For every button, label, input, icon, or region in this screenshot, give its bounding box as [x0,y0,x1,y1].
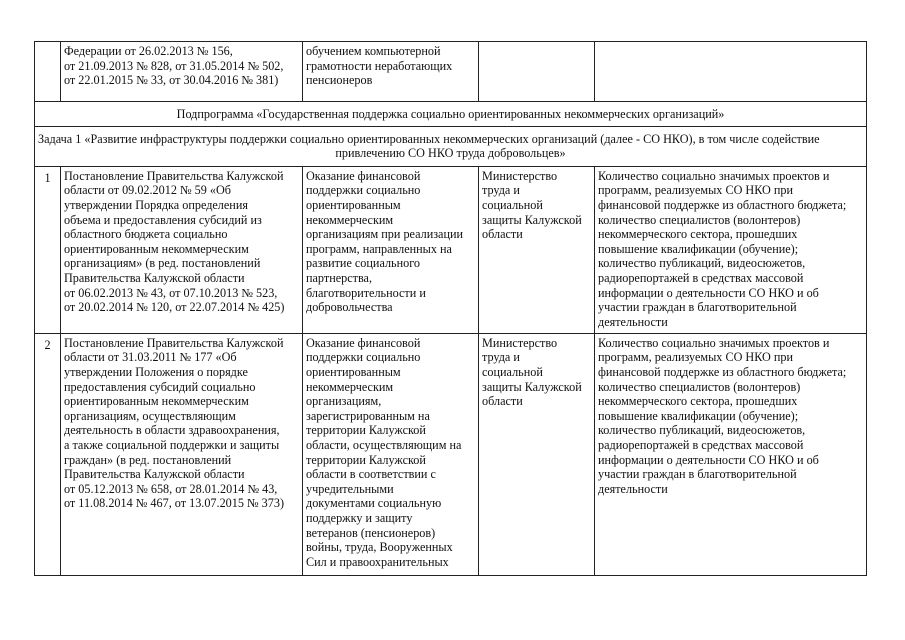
indicators-cell: Количество социально значимых проектов и программ, реализуемых СО НКО при финансовой поддержке из областного бюджета; количество специалистов (волонтеров) некоммерческого сектора, прошедших повышение квалификации (обучение); количество публикаций, видеосюжетов, радиорепортажей в средствах массовой информации о деятельности СО НКО и об участии граждан в благотворительной деятельности [595,166,867,333]
indicators-cell [595,42,867,102]
subprogram-title: Подпрограмма «Государственная поддержка социально ориентированных некоммерческих организаций» [35,102,867,127]
subprogram-row [35,102,867,127]
executor-cell: Министерство труда и социальной защиты Калужской области [479,166,595,333]
act-cell: Федерации от 26.02.2013 № 156, от 21.09.2013 № 828, от 31.05.2014 № 502, от 22.01.2015 № 33, от 30.04.2016 № 381) [61,42,303,102]
executor-cell [479,42,595,102]
task-line-2: привлечению СО НКО труда добровольцев» [335,146,566,161]
indicators-cell: Количество социально значимых проектов и программ, реализуемых СО НКО при финансовой поддержке из областного бюджета; количество специалистов (волонтеров) некоммерческого сектора, прошедших повышение квалификации (обучение); количество публикаций, видеосюжетов, радиорепортажей в средствах массовой информации о деятельности СО НКО и об участии граждан в благотворительной деятельности [595,333,867,575]
num-cell [35,42,61,102]
task-title [35,126,867,166]
act-cell: Постановление Правительства Калужской области от 09.02.2012 № 59 «Об утверждении Порядка определения объема и предоставления субсидий из областного бюджета социально ориентированным некоммерческим организациям» (в ред. постановлений Правительства Калужской области от 06.02.2013 № 43, от 07.10.2013 № 523, от 20.02.2014 № 120, от 22.07.2014 № 425) [61,166,303,333]
purpose-cell: Оказание финансовой поддержки социально ориентированным некоммерческим организациям при реализации программ, направленных на развитие социального партнерства, благотворительности и добровольчества [303,166,479,333]
table-row [35,42,867,102]
row-number: 2 [35,333,61,575]
executor-cell: Министерство труда и социальной защиты Калужской области [479,333,595,575]
purpose-cell: обучением компьютерной грамотности неработающих пенсионеров [303,42,479,102]
table-row [35,333,867,575]
purpose-cell: Оказание финансовой поддержки социально ориентированным некоммерческим организациям, зарегистрированным на территории Калужской области, осуществляющим на территории Калужской области в соответствии с учредительными документами социальную поддержку и защиту ветеранов (пенсионеров) войны, труда, Вооруженных Сил и правоохранительных [303,333,479,575]
task-row [35,126,867,166]
act-cell: Постановление Правительства Калужской области от 31.03.2011 № 177 «Об утверждении Положения о порядке предоставления субсидий социально ориентированным некоммерческим организациям, осуществляющим деятельность в области здравоохранения, а также социальной поддержки и защиты граждан» (в ред. постановлений Правительства Калужской области от 05.12.2013 № 658, от 28.01.2014 № 43, от 11.08.2014 № 467, от 13.07.2015 № 373) [61,333,303,575]
task-line-1: Задача 1 «Развитие инфраструктуры поддержки социально ориентированных некоммерческих организаций (далее - СО НКО), в том числе содействие [38,131,820,146]
row-number: 1 [35,166,61,333]
measures-table [34,41,867,576]
table-row [35,166,867,333]
